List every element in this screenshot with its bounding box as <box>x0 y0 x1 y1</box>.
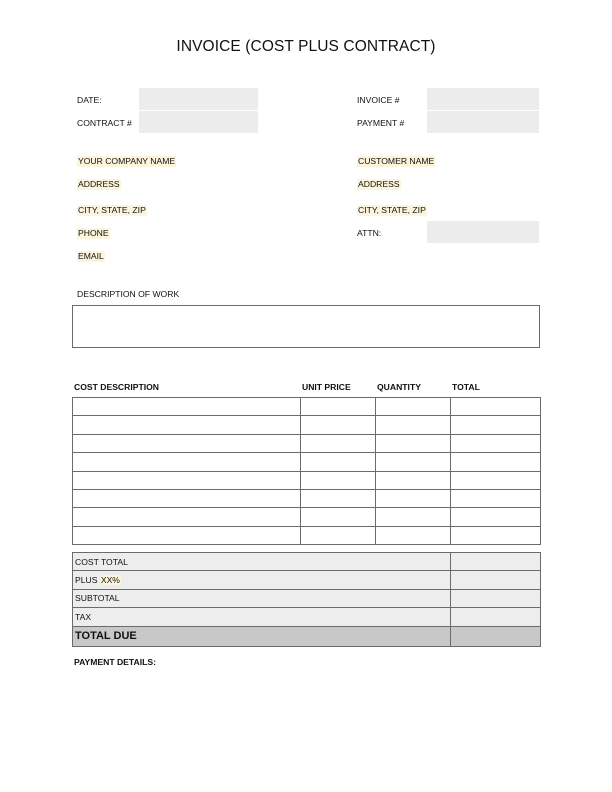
total-cell[interactable] <box>451 434 541 452</box>
customer-city-state-zip[interactable]: CITY, STATE, ZIP <box>358 205 426 215</box>
table-row <box>73 416 541 434</box>
unit-price-cell[interactable] <box>301 453 376 471</box>
cost-description-cell[interactable] <box>73 471 301 489</box>
table-row <box>73 526 541 544</box>
quantity-cell[interactable] <box>376 416 451 434</box>
quantity-cell[interactable] <box>376 453 451 471</box>
customer-address[interactable]: ADDRESS <box>358 179 400 189</box>
payment-number-label: PAYMENT # <box>357 118 405 128</box>
total-due-value[interactable] <box>451 626 541 646</box>
table-row <box>73 471 541 489</box>
attn-field[interactable] <box>427 221 539 243</box>
quantity-cell[interactable] <box>376 526 451 544</box>
customer-name[interactable]: CUSTOMER NAME <box>358 156 435 166</box>
total-cell[interactable] <box>451 398 541 416</box>
plus-markup-row <box>73 571 541 589</box>
unit-price-cell[interactable] <box>301 508 376 526</box>
company-email[interactable]: EMAIL <box>78 251 104 261</box>
table-row <box>73 508 541 526</box>
company-name[interactable]: YOUR COMPANY NAME <box>78 156 176 166</box>
summary-table <box>72 552 541 647</box>
table-row <box>73 489 541 507</box>
quantity-cell[interactable] <box>376 398 451 416</box>
attn-label: ATTN: <box>357 228 382 238</box>
contract-number-field[interactable] <box>139 111 258 133</box>
cost-total-label: COST TOTAL <box>73 553 451 571</box>
plus-markup-value[interactable] <box>451 571 541 589</box>
cost-description-cell[interactable] <box>73 416 301 434</box>
header-unit-price: UNIT PRICE <box>302 382 351 392</box>
payment-number-field[interactable] <box>427 111 539 133</box>
header-cost-description: COST DESCRIPTION <box>74 382 159 392</box>
unit-price-cell[interactable] <box>301 416 376 434</box>
page-title: INVOICE (COST PLUS CONTRACT) <box>176 38 436 55</box>
plus-label: PLUS <box>75 575 100 586</box>
cost-description-cell[interactable] <box>73 508 301 526</box>
subtotal-value[interactable] <box>451 589 541 607</box>
date-label: DATE: <box>77 95 102 105</box>
invoice-number-field[interactable] <box>427 88 539 110</box>
unit-price-cell[interactable] <box>301 398 376 416</box>
header-quantity: QUANTITY <box>377 382 421 392</box>
tax-label: TAX <box>73 608 451 626</box>
unit-price-cell[interactable] <box>301 434 376 452</box>
total-due-label: TOTAL DUE <box>73 626 451 646</box>
header-total: TOTAL <box>452 382 480 392</box>
quantity-cell[interactable] <box>376 508 451 526</box>
total-cell[interactable] <box>451 471 541 489</box>
cost-total-row <box>73 553 541 571</box>
cost-description-cell[interactable] <box>73 526 301 544</box>
quantity-cell[interactable] <box>376 471 451 489</box>
cost-total-value[interactable] <box>451 553 541 571</box>
invoice-number-label: INVOICE # <box>357 95 400 105</box>
markup-percent[interactable]: XX% <box>100 575 120 586</box>
cost-items-table <box>72 397 541 545</box>
tax-row <box>73 608 541 626</box>
subtotal-label: SUBTOTAL <box>73 589 451 607</box>
unit-price-cell[interactable] <box>301 471 376 489</box>
contract-number-label: CONTRACT # <box>77 118 132 128</box>
table-row <box>73 434 541 452</box>
description-of-work-field[interactable] <box>72 305 540 348</box>
total-cell[interactable] <box>451 453 541 471</box>
total-cell[interactable] <box>451 489 541 507</box>
cost-description-cell[interactable] <box>73 489 301 507</box>
company-address[interactable]: ADDRESS <box>78 179 120 189</box>
description-of-work-label: DESCRIPTION OF WORK <box>77 289 180 299</box>
payment-details-label: PAYMENT DETAILS: <box>74 657 156 667</box>
table-row <box>73 398 541 416</box>
quantity-cell[interactable] <box>376 434 451 452</box>
cost-description-cell[interactable] <box>73 453 301 471</box>
table-row <box>73 453 541 471</box>
company-phone[interactable]: PHONE <box>78 228 109 238</box>
total-cell[interactable] <box>451 508 541 526</box>
cost-description-cell[interactable] <box>73 398 301 416</box>
total-cell[interactable] <box>451 526 541 544</box>
total-due-row <box>73 626 541 646</box>
subtotal-row <box>73 589 541 607</box>
cost-description-cell[interactable] <box>73 434 301 452</box>
date-field[interactable] <box>139 88 258 110</box>
unit-price-cell[interactable] <box>301 526 376 544</box>
quantity-cell[interactable] <box>376 489 451 507</box>
plus-markup-label <box>73 571 451 589</box>
unit-price-cell[interactable] <box>301 489 376 507</box>
total-cell[interactable] <box>451 416 541 434</box>
company-city-state-zip[interactable]: CITY, STATE, ZIP <box>78 205 146 215</box>
tax-value[interactable] <box>451 608 541 626</box>
